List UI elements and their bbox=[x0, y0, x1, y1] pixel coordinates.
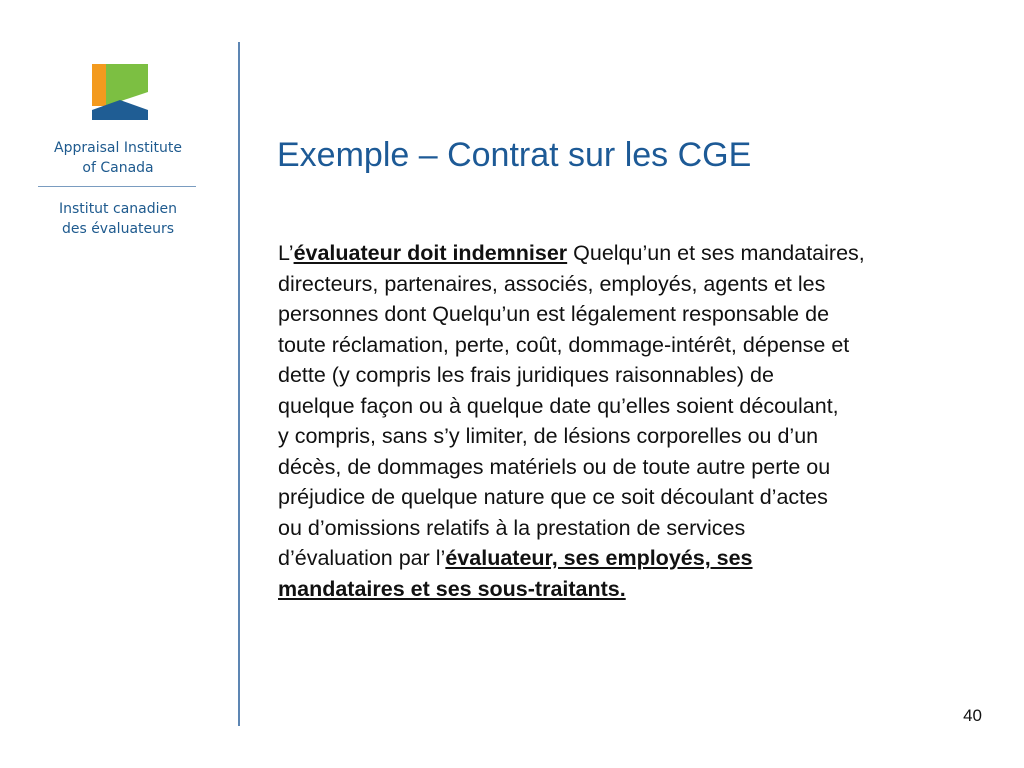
body-line-7: y compris, sans s’y limiter, de lésions corporelles ou d’un bbox=[278, 424, 819, 448]
logo-orange-block bbox=[92, 64, 106, 106]
body-line-9: préjudice de quelque nature que ce soit découlant d’actes bbox=[278, 485, 828, 509]
vertical-divider bbox=[238, 42, 240, 726]
slide-title: Exemple – Contrat sur les CGE bbox=[277, 136, 752, 174]
body-line-1-prefix: L’ bbox=[278, 241, 294, 265]
appraisal-institute-logo bbox=[92, 64, 148, 120]
body-line-12 bbox=[278, 574, 1001, 605]
slide-body-paragraph bbox=[278, 238, 1001, 604]
body-line-6: quelque façon ou à quelque date qu’elles soient découlant, bbox=[278, 393, 839, 418]
body-line-11 bbox=[278, 543, 1001, 574]
body-line-1-rest: Quelqu’un et ses mandataires, bbox=[567, 241, 865, 265]
body-line-3: personnes dont Quelqu’un est légalement responsable de bbox=[278, 302, 830, 326]
body-emphasis-appraiser: évaluateur, ses employés, ses bbox=[445, 546, 753, 570]
org-name-en-line1: Appraisal Institute bbox=[54, 140, 182, 156]
organization-name-fr bbox=[38, 199, 198, 239]
body-line-8: décès, de dommages matériels ou de toute autre perte ou bbox=[278, 454, 831, 479]
organization-name-en bbox=[38, 138, 198, 178]
page-number: 40 bbox=[963, 706, 982, 725]
org-name-fr-line1: Institut canadien bbox=[59, 201, 177, 217]
org-name-en-line2: of Canada bbox=[82, 160, 154, 176]
body-line-11-prefix: d’évaluation par l’ bbox=[278, 546, 446, 570]
body-line-1 bbox=[278, 238, 1001, 269]
body-line-5: dette (y compris les frais juridiques raisonnables) de bbox=[278, 363, 774, 387]
org-name-fr-line2: des évaluateurs bbox=[61, 221, 175, 237]
logo-green-triangle bbox=[106, 64, 148, 106]
body-line-2: directeurs, partenaires, associés, employés, agents et les bbox=[278, 271, 826, 296]
body-line-4: toute réclamation, perte, coût, dommage-intérêt, dépense et bbox=[278, 332, 850, 357]
body-emphasis-indemnify: évaluateur doit indemniser bbox=[293, 241, 568, 265]
body-emphasis-subcontractors: mandataires et ses sous-traitants. bbox=[278, 576, 626, 601]
body-line-10: ou d’omissions relatifs à la prestation de services bbox=[278, 515, 746, 540]
logo-divider bbox=[38, 186, 196, 187]
